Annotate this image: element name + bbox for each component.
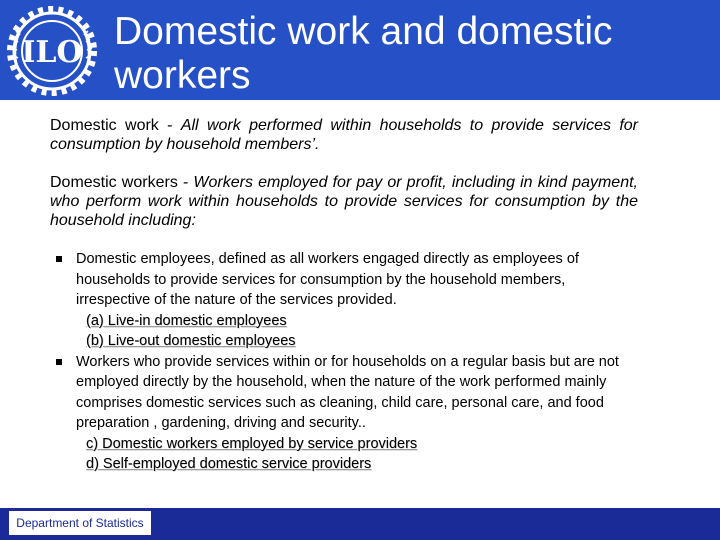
svg-text:ILO: ILO — [21, 35, 83, 70]
bullet-square-icon — [56, 359, 62, 365]
bullet-square-icon — [56, 256, 62, 262]
domestic-work-text: All work performed within households to provide services for consumption by household members’. — [50, 117, 639, 153]
slide-title: Domestic work and domestic workers — [114, 10, 613, 97]
bullet-text: Workers who provide services within or for households on a regular basis but are not employed directly by the household, when the nature of the work performed mainly comprises domestic services such as cleaning, child care, personal care, and food preparation , gardening, driving and security.. — [76, 353, 619, 431]
subitem-live-out: (b) Live-out domestic employees — [86, 333, 296, 349]
domestic-workers-definition — [50, 173, 638, 230]
domestic-workers-text: Workers employed for pay or profit, including in kind payment, who perform work within households to provide services for consumption by the household including: — [50, 174, 638, 229]
list-item — [50, 249, 638, 352]
ilo-logo — [4, 6, 100, 96]
domestic-work-definition — [50, 116, 638, 154]
subitem-self-employed: d) Self-employed domestic service providers — [86, 456, 372, 472]
subitem-live-in: (a) Live-in domestic employees — [86, 312, 287, 329]
subitem-service-providers: c) Domestic workers employed by service providers — [86, 435, 418, 452]
worker-categories-list — [50, 249, 638, 475]
slide-content — [50, 116, 638, 475]
bullet-text: Domestic employees, defined as all workers engaged directly as employees of households to provide services for consumption by the household members, irrespective of the nature of the services provided. — [76, 251, 579, 308]
header-bar — [0, 0, 720, 100]
domestic-work-term: Domestic work - — [50, 117, 181, 134]
list-item — [50, 352, 638, 475]
department-label: Department of Statistics — [8, 510, 152, 536]
domestic-workers-term: Domestic workers - — [50, 174, 194, 191]
